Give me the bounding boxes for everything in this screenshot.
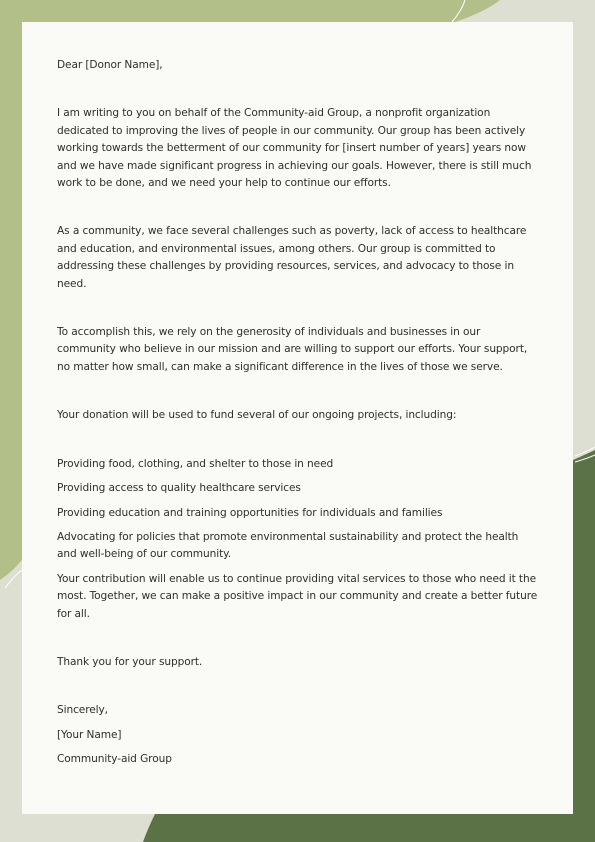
signer-name: [Your Name] [57, 728, 122, 741]
letter-sheet [22, 22, 573, 814]
paragraph-intro: I am writing to you on behalf of the Community-aid Group, a nonprofit organization dedicated to improving the lives of people in our community. Our group has been actively working towards the betterment of our community for [insert number of years] years now and we have made significant progress in achieving our goals. However, there is still much work to be done, and we need your help to continue our efforts. [57, 107, 532, 190]
letter-body [57, 57, 541, 776]
project-item-advocacy: Advocating for policies that promote environmental sustainability and protect the health and well-being of our community. [57, 530, 519, 561]
paragraph-closing: Your contribution will enable us to continue providing vital services to those who need it the most. Together, we can make a positive impact in our community and create a better future for all. [57, 572, 538, 620]
paragraph-challenges: As a community, we face several challenges such as poverty, lack of access to healthcare and education, and environmental issues, among others. Our group is committed to addressing these challenges by providing resources, services, and advocacy to those in need. [57, 225, 527, 290]
projects-intro: Your donation will be used to fund several of our ongoing projects, including: [57, 409, 457, 422]
project-item-education: Providing education and training opportunities for individuals and families [57, 506, 443, 519]
thanks-line: Thank you for your support. [57, 655, 203, 668]
organization-name: Community-aid Group [57, 753, 172, 766]
project-item-healthcare: Providing access to quality healthcare services [57, 482, 301, 495]
paragraph-support: To accomplish this, we rely on the generosity of individuals and businesses in our community who believe in our mission and are willing to support our efforts. Your support, no matter how small, can make a significant difference in the lives of those we serve. [57, 326, 528, 373]
greeting: Dear [Donor Name], [57, 59, 163, 71]
sign-off: Sincerely, [57, 704, 108, 717]
project-item-food: Providing food, clothing, and shelter to those in need [57, 457, 334, 470]
